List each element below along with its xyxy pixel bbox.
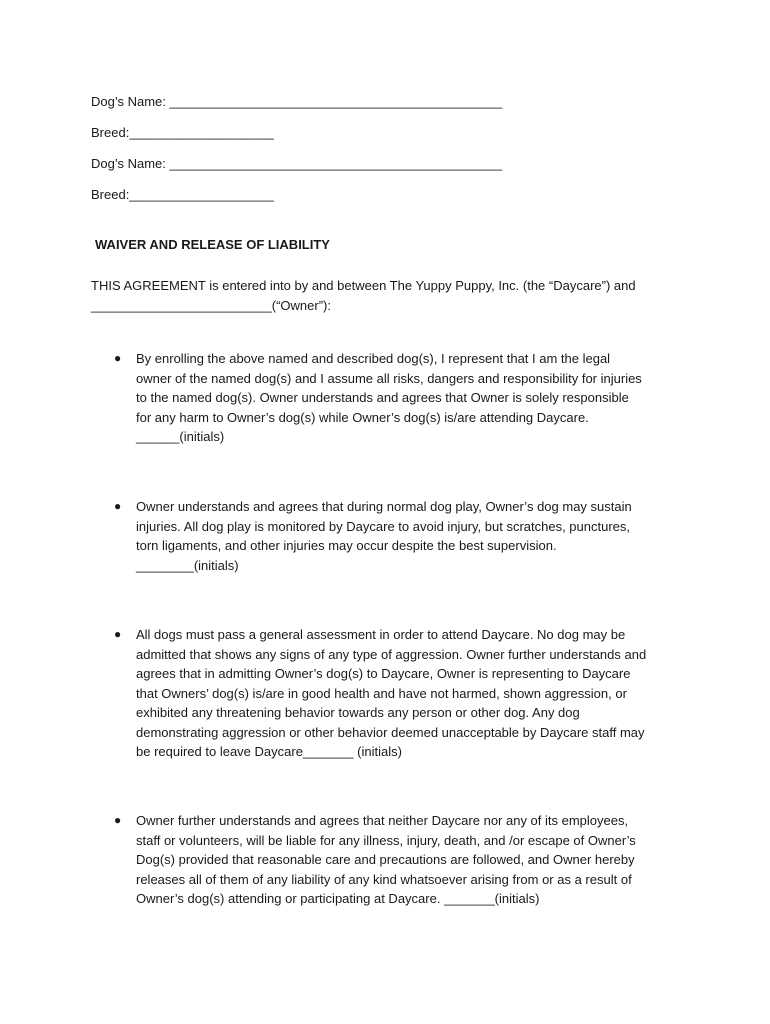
breed-blank: ____________________ [129, 187, 274, 202]
dog-name-field-2 [91, 156, 502, 172]
clause-line: agrees that in admitting Owner’s dog(s) to Daycare, Owner is representing to Daycare [136, 666, 631, 681]
clause-line: Owner understands and agrees that during normal dog play, Owner’s dog may sustain [136, 499, 632, 514]
dog-name-label: Dog’s Name: [91, 156, 170, 171]
bullet-icon: ● [114, 499, 122, 513]
breed-field-1 [91, 125, 274, 141]
clause-line: owner of the named dog(s) and I assume all risks, dangers and responsibility for injuries [136, 370, 642, 386]
clause-line: that Owners’ dog(s) is/are in good health and have not harmed, shown aggression, or [136, 685, 627, 701]
clause-initials: ________(initials) [136, 557, 239, 573]
clause-line: All dogs must pass a general assessment in order to attend Daycare. No dog may be [136, 627, 626, 642]
clause-initials: be required to leave Daycare_______ (initials) [136, 744, 402, 759]
dog-name-field-1 [91, 94, 502, 110]
breed-field-2 [91, 187, 274, 203]
clause-initials: Owner’s dog(s) attending or participating at Daycare. _______(initials) [136, 891, 540, 906]
breed-label: Breed: [91, 125, 130, 140]
clause-line: injuries. All dog play is monitored by Daycare to avoid injury, but scratches, punctures, [136, 518, 630, 534]
clause-text [136, 349, 681, 447]
clause-line: for any harm to Owner’s dog(s) while Owner’s dog(s) is/are attending Daycare. [136, 409, 589, 425]
clause-line: releases all of them of any liability of any kind whatsoever arising from or as a result of [136, 871, 632, 887]
clause-text [136, 497, 681, 575]
clause-line: to the named dog(s). Owner understands and agrees that Owner is solely responsible [136, 390, 629, 405]
clause-line: exhibited any threatening behavior towards any person or other dog. Any dog [136, 705, 580, 720]
clause-line: admitted that shows any signs of any type of aggression. Owner further understands and [136, 646, 647, 662]
document-title: WAIVER AND RELEASE OF LIABILITY [95, 237, 330, 252]
dog-name-label: Dog’s Name: [91, 94, 170, 109]
intro-line: _________________________(“Owner”): [91, 298, 331, 313]
clause-line: By enrolling the above named and described dog(s), I represent that I am the legal [136, 351, 611, 366]
bullet-icon: ● [114, 351, 122, 365]
bullet-icon: ● [114, 813, 122, 827]
clause-text [136, 625, 681, 762]
dog-name-blank: ______________________________________________ [169, 94, 503, 109]
bullet-icon: ● [114, 627, 122, 641]
clause-line: staff or volunteers, will be liable for any illness, injury, death, and /or escape of Owner’s [136, 832, 636, 848]
clause-initials: ______(initials) [136, 429, 225, 444]
breed-blank: ____________________ [129, 125, 274, 140]
dog-name-blank: ______________________________________________ [169, 156, 503, 171]
clause-line: Dog(s) provided that reasonable care and precautions are followed, and Owner hereby [136, 852, 635, 867]
breed-label: Breed: [91, 187, 130, 202]
agreement-intro [91, 276, 691, 316]
intro-line: THIS AGREEMENT is entered into by and between The Yuppy Puppy, Inc. (the “Daycare”) and [91, 278, 636, 293]
clause-line: Owner further understands and agrees that neither Daycare nor any of its employees, [136, 813, 629, 828]
clause-line: torn ligaments, and other injuries may occur despite the best supervision. [136, 538, 557, 553]
clause-line: demonstrating aggression or other behavior deemed unacceptable by Daycare staff may [136, 724, 645, 740]
clause-text [136, 811, 681, 909]
